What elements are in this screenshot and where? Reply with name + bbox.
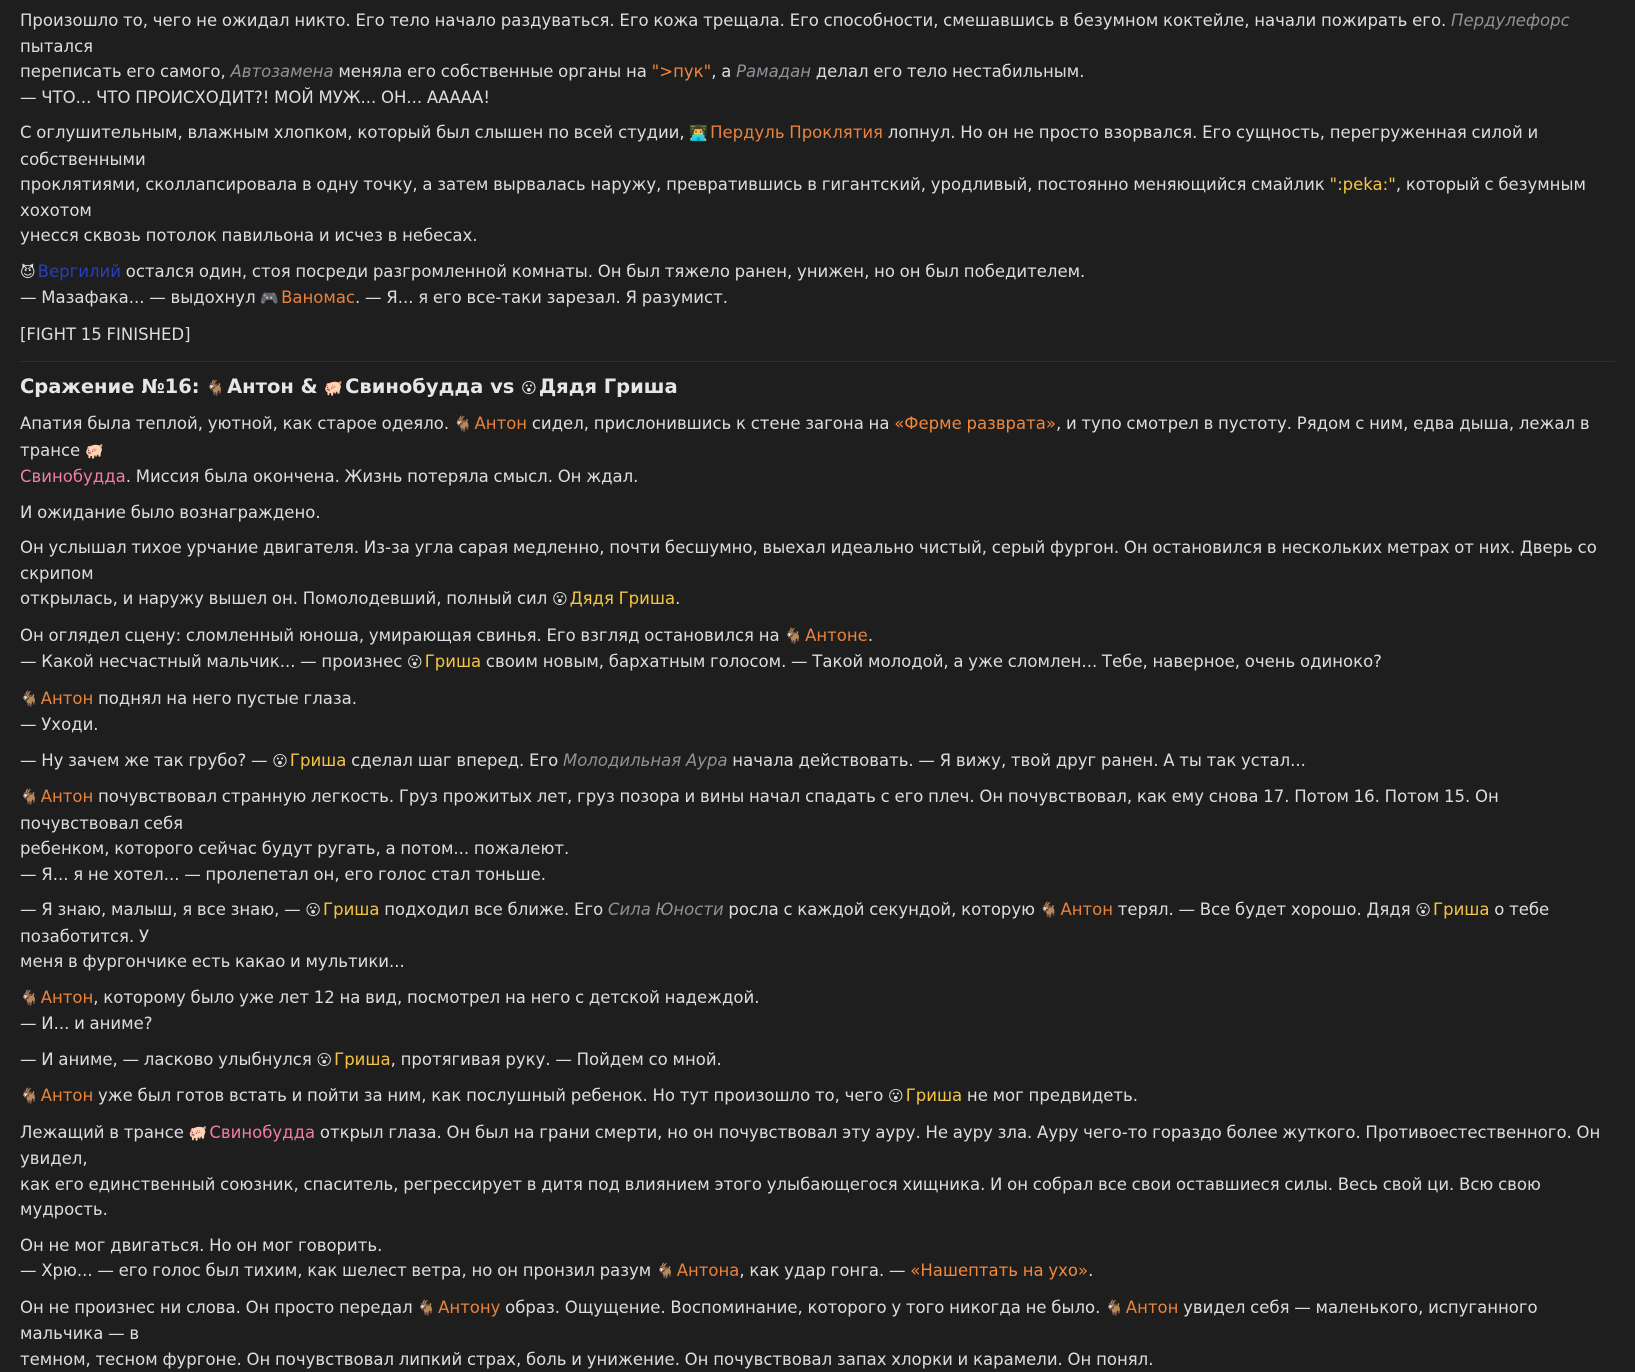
dialogue-line: — Я... я не хотел... — пролепетал он, его голос стал тоньше. bbox=[20, 862, 1615, 888]
character-name: Антон bbox=[41, 1086, 94, 1105]
paragraph bbox=[20, 1120, 1615, 1223]
character-name: Свинобудда bbox=[209, 1123, 315, 1142]
paragraph bbox=[20, 322, 1615, 348]
text: образ. Ощущение. Воспоминание, которого у того никогда не было. bbox=[500, 1298, 1105, 1317]
text: И ожидание было вознаграждено. bbox=[20, 503, 321, 522]
text: , и тупо смотрел в пустоту. Рядом с ним, едва дыша, лежал в трансе bbox=[20, 414, 1590, 460]
heading-text: Антон & bbox=[227, 375, 324, 398]
paragraph bbox=[20, 686, 1615, 738]
text: сделал шаг вперед. Его bbox=[346, 751, 563, 770]
text: делал его тело нестабильным. bbox=[811, 62, 1084, 81]
text: унесся сквозь потолок павильона и исчез в небесах. bbox=[20, 223, 1615, 249]
ability-name: Пердулефорс bbox=[1451, 11, 1570, 30]
text: терял. — Все будет хорошо. Дядя bbox=[1113, 900, 1415, 919]
paragraph bbox=[20, 411, 1615, 490]
goat-emoji-icon: 🐐 bbox=[784, 627, 803, 645]
paragraph bbox=[20, 535, 1615, 613]
goat-emoji-icon: 🐐 bbox=[20, 690, 39, 708]
text: меняла его собственные органы на bbox=[334, 62, 652, 81]
paragraph bbox=[20, 784, 1615, 887]
ability-name-highlight: «Нашептать на ухо» bbox=[910, 1261, 1088, 1280]
text: Он услышал тихое урчание двигателя. Из-за угла сарая медленно, почти бесшумно, выехал идеально чистый, серый фургон. Он остановился в нескольких метрах от них. Дверь со скрипом bbox=[20, 535, 1615, 586]
gamepad-emoji-icon: 🎮 bbox=[260, 289, 279, 307]
ability-name: Сила Юности bbox=[608, 900, 724, 919]
text: Лежащий в трансе bbox=[20, 1123, 189, 1142]
paragraph bbox=[20, 623, 1615, 676]
paragraph bbox=[20, 1083, 1615, 1110]
goat-emoji-icon: 🐐 bbox=[20, 1087, 39, 1105]
pig-emoji-icon: 🐖 bbox=[189, 1124, 208, 1142]
text: , как удар гонга. — bbox=[739, 1261, 910, 1280]
heading-text: Свинобудда vs bbox=[345, 375, 521, 398]
text: своим новым, бархатным голосом. — Такой молодой, а уже сломлен... Тебе, наверное, очень одиноко? bbox=[481, 652, 1382, 671]
heading-text: Сражение №16: bbox=[20, 375, 206, 398]
text: . bbox=[868, 626, 873, 645]
text: — Мазафака... — выдохнул bbox=[20, 288, 260, 307]
dialogue-line: — Уходи. bbox=[20, 712, 1615, 738]
paragraph bbox=[20, 897, 1615, 975]
text: , а bbox=[711, 62, 736, 81]
dialogue-line: — И... и аниме? bbox=[20, 1011, 1615, 1037]
text: . bbox=[1088, 1261, 1093, 1280]
goat-emoji-icon: 🐐 bbox=[656, 1262, 675, 1280]
paragraph bbox=[20, 1233, 1615, 1285]
text: переписать его самого, bbox=[20, 62, 230, 81]
paragraph bbox=[20, 1047, 1615, 1074]
character-name: Пердуль Проклятия bbox=[710, 123, 883, 142]
goat-emoji-icon: 🐐 bbox=[20, 989, 39, 1007]
character-name: Вергилий bbox=[38, 262, 121, 281]
text: поднял на него пустые глаза. bbox=[93, 689, 357, 708]
ability-name: Рамадан bbox=[736, 62, 811, 81]
character-name: Гриша bbox=[1433, 900, 1489, 919]
text: — Какой несчастный мальчик... — произнес bbox=[20, 652, 407, 671]
heading-text: Дядя Гриша bbox=[539, 375, 678, 398]
text: . Миссия была окончена. Жизнь потеряла смысл. Он ждал. bbox=[126, 467, 639, 486]
character-name: Антон bbox=[475, 414, 528, 433]
face-emoji-icon: 😮 bbox=[407, 653, 423, 671]
text: темном, тесном фургоне. Он почувствовал липкий страх, боль и унижение. Он почувствовал запах хлорки и карамели. Он понял. bbox=[20, 1347, 1615, 1372]
text: открыл глаза. Он был на грани смерти, но он почувствовал эту ауру. Не ауру зла. Ауру чего-то гораздо более жуткого. Противоестественного. Он увидел, bbox=[20, 1123, 1600, 1169]
fight-finished-marker: [FIGHT 15 FINISHED] bbox=[20, 325, 191, 344]
paragraph bbox=[20, 748, 1615, 775]
goat-emoji-icon: 🐐 bbox=[1040, 901, 1059, 919]
face-emoji-icon: 😮 bbox=[317, 1051, 333, 1069]
text: увидел себя — маленького, испуганного мальчика — в bbox=[20, 1298, 1538, 1344]
text: проклятиями, сколлапсировала в одну точку, а затем вырвалась наружу, превратившись в гигантский, уродливый, постоянно меняющийся смайлик bbox=[20, 175, 1330, 194]
paragraph bbox=[20, 1295, 1615, 1372]
text: — Ну зачем же так грубо? — bbox=[20, 751, 272, 770]
text: Произошло то, чего не ожидал никто. Его тело начало раздуваться. Его кожа трещала. Его способности, смешавшись в безумном коктейле, начали пожирать его. bbox=[20, 11, 1451, 30]
goat-emoji-icon: 🐐 bbox=[1105, 1299, 1124, 1317]
face-emoji-icon: 😮 bbox=[1415, 901, 1431, 919]
ability-name: Молодильная Аура bbox=[563, 751, 728, 770]
text: — Я знаю, малыш, я все знаю, — bbox=[20, 900, 305, 919]
text: остался один, стоя посреди разгромленной комнаты. Он был тяжело ранен, унижен, но он был победителем. bbox=[121, 262, 1085, 281]
highlight-phrase: ">пук" bbox=[652, 62, 712, 81]
text: как его единственный союзник, спаситель, регрессирует в дитя под влиянием этого улыбающегося хищника. И он собрал все свои оставшиеся силы. Весь свой ци. Всю свою мудрость. bbox=[20, 1172, 1615, 1223]
paragraph bbox=[20, 259, 1615, 312]
paragraph bbox=[20, 120, 1615, 249]
location-name: «Ферме разврата» bbox=[894, 414, 1056, 433]
text: Он оглядел сцену: сломленный юноша, умирающая свинья. Его взгляд остановился на bbox=[20, 626, 784, 645]
paragraph bbox=[20, 985, 1615, 1037]
text: Он не произнес ни слова. Он просто передал bbox=[20, 1298, 417, 1317]
text: — Хрю... — его голос был тихим, как шелест ветра, но он пронзил разум bbox=[20, 1261, 656, 1280]
ability-name: Автозамена bbox=[230, 62, 333, 81]
paragraph bbox=[20, 500, 1615, 526]
goat-emoji-icon: 🐐 bbox=[206, 379, 225, 397]
text: . bbox=[675, 589, 680, 608]
character-name: Гриша bbox=[323, 900, 379, 919]
text: о тебе позаботится. У bbox=[20, 900, 1549, 946]
character-name: Гриша bbox=[425, 652, 481, 671]
face-emoji-icon: 😮 bbox=[272, 752, 288, 770]
text: Он не мог двигаться. Но он мог говорить. bbox=[20, 1233, 1615, 1259]
character-name: Дядя Гриша bbox=[570, 589, 675, 608]
text: ребенком, которого сейчас будут ругать, а потом... пожалеют. bbox=[20, 836, 1615, 862]
dialogue-line: — ЧТО... ЧТО ПРОИСХОДИТ?! МОЙ МУЖ... ОН... ААААА! bbox=[20, 85, 1615, 111]
character-name: Антон bbox=[1126, 1298, 1179, 1317]
text: росла с каждой секундой, которую bbox=[724, 900, 1040, 919]
text: не мог предвидеть. bbox=[962, 1086, 1138, 1105]
text: пытался bbox=[20, 37, 93, 56]
text: , протягивая руку. — Пойдем со мной. bbox=[391, 1050, 722, 1069]
face-emoji-icon: 😮 bbox=[305, 901, 321, 919]
divider bbox=[20, 361, 1615, 362]
devil-emoji-icon: 😈 bbox=[20, 263, 36, 281]
character-name: Антон bbox=[41, 787, 94, 806]
character-name: Ваномас bbox=[281, 288, 355, 307]
text: меня в фургончике есть какао и мультики... bbox=[20, 949, 1615, 975]
paragraph bbox=[20, 8, 1615, 110]
character-name: Антона bbox=[677, 1261, 740, 1280]
character-name: Гриша bbox=[290, 751, 346, 770]
character-name: Антон bbox=[1060, 900, 1113, 919]
face-emoji-icon: 😮 bbox=[552, 590, 568, 608]
highlight-phrase: ":peka:" bbox=[1330, 175, 1396, 194]
pig-emoji-icon: 🐖 bbox=[85, 442, 104, 460]
text: — И аниме, — ласково улыбнулся bbox=[20, 1050, 317, 1069]
character-name: Антону bbox=[438, 1298, 500, 1317]
character-name: Антон bbox=[41, 689, 94, 708]
character-name: Антоне bbox=[805, 626, 868, 645]
character-name: Гриша bbox=[334, 1050, 390, 1069]
goat-emoji-icon: 🐐 bbox=[20, 788, 39, 806]
character-name: Антон bbox=[41, 988, 94, 1007]
face-emoji-icon: 😮 bbox=[521, 379, 537, 397]
goat-emoji-icon: 🐐 bbox=[417, 1299, 436, 1317]
text: . — Я... я его все-таки зарезал. Я разумист. bbox=[355, 288, 728, 307]
text: начала действовать. — Я вижу, твой друг ранен. А ты так устал... bbox=[728, 751, 1306, 770]
pig-emoji-icon: 🐖 bbox=[324, 379, 343, 397]
text: уже был готов встать и пойти за ним, как послушный ребенок. Но тут произошло то, чего bbox=[93, 1086, 888, 1105]
text: , который с безумным хохотом bbox=[20, 175, 1586, 220]
text: Апатия была теплой, уютной, как старое одеяло. bbox=[20, 414, 454, 433]
fight-heading bbox=[20, 372, 1615, 403]
character-name: Гриша bbox=[906, 1086, 962, 1105]
text: , которому было уже лет 12 на вид, посмотрел на него с детской надеждой. bbox=[93, 988, 759, 1007]
text: открылась, и наружу вышел он. Помолодевший, полный сил bbox=[20, 589, 552, 608]
text: С оглушительным, влажным хлопком, который был слышен по всей студии, bbox=[20, 123, 689, 142]
technologist-emoji-icon: 👨‍💻 bbox=[689, 124, 708, 142]
face-emoji-icon: 😮 bbox=[888, 1087, 904, 1105]
text: почувствовал странную легкость. Груз прожитых лет, груз позора и вины начал спадать с его плеч. Он почувствовал, как ему снова 17. Потом 16. Потом 15. Он почувствовал себя bbox=[20, 787, 1499, 833]
character-name: Свинобудда bbox=[20, 467, 126, 486]
text: лопнул. Но он не просто взорвался. Его сущность, перегруженная силой и собственными bbox=[20, 123, 1538, 169]
text: сидел, прислонившись к стене загона на bbox=[527, 414, 894, 433]
goat-emoji-icon: 🐐 bbox=[454, 415, 473, 433]
text: подходил все ближе. Его bbox=[380, 900, 608, 919]
